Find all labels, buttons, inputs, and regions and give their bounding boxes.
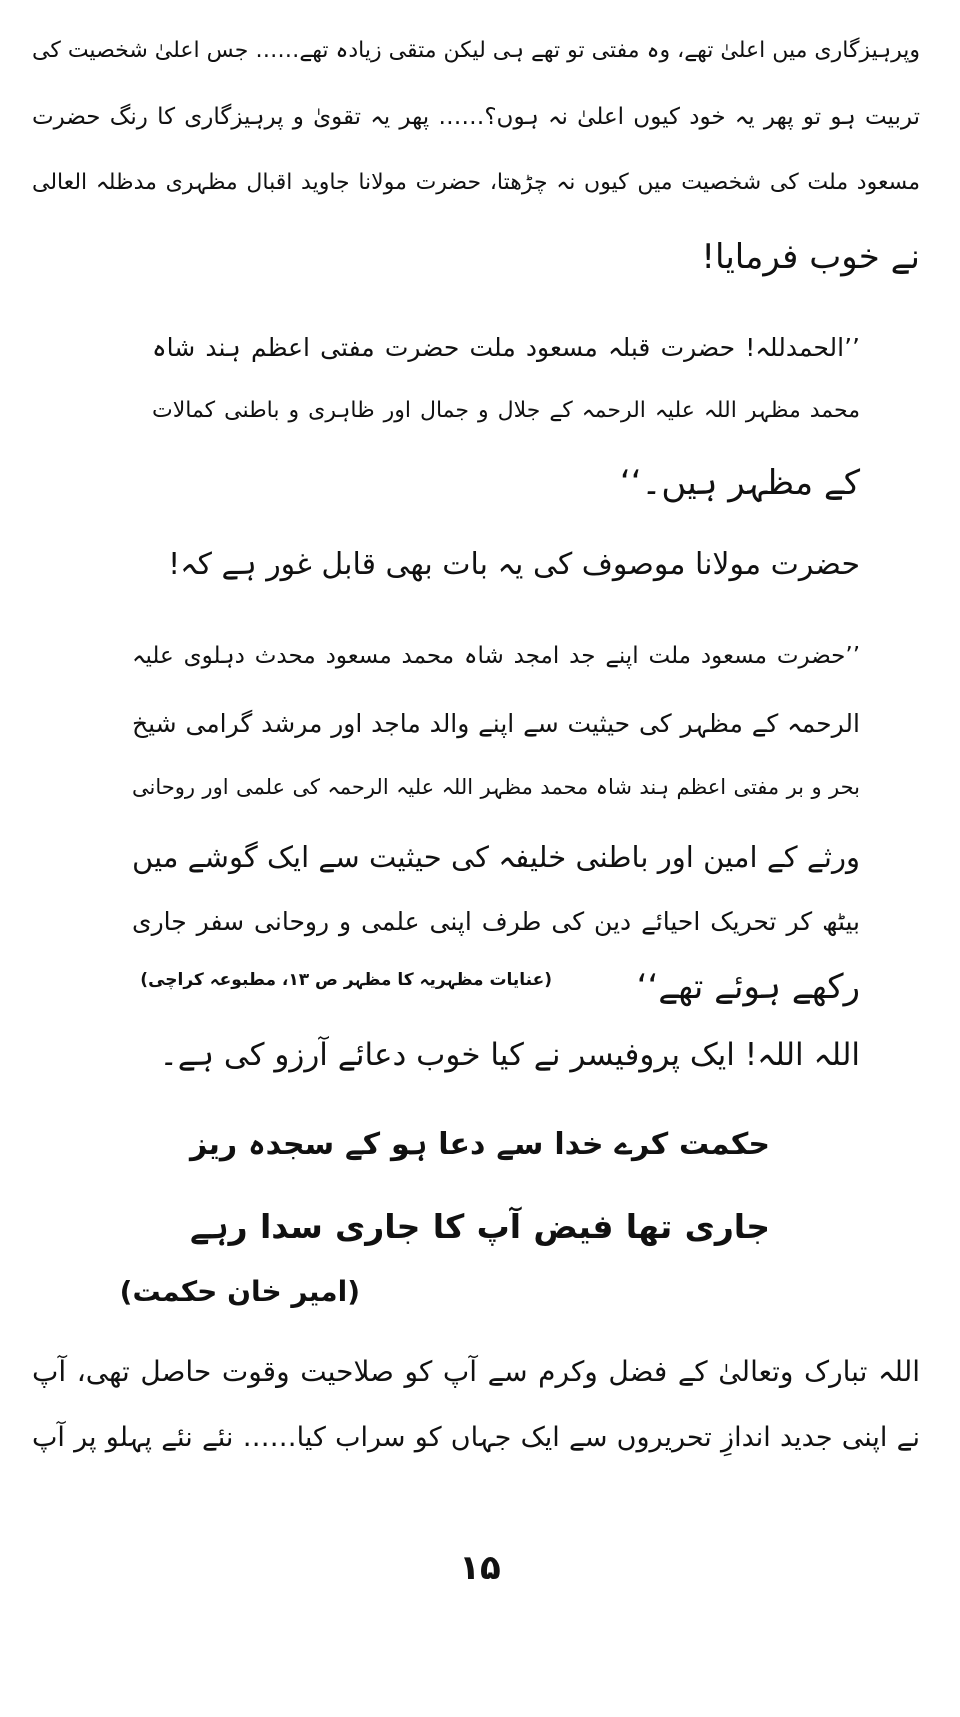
quote-line: کے مظہر ہیں۔‘‘ (619, 463, 860, 503)
quote-citation: (عنایات مظہریہ کا مظہر ص ۱۳، مطبوعہ کراچی) (140, 970, 552, 990)
page-number: ۱۵ (459, 1548, 501, 1588)
verse-line: جاری تھا فیض آپ کا جاری سدا رہے (190, 1207, 770, 1246)
quote-line: رکھے ہوئے تھے‘‘ (636, 967, 860, 1007)
quote-line: بیٹھ کر تحریک احیائے دین کی طرف اپنی علمی و روحانی سفر جاری (132, 907, 860, 936)
intro-line: حضرت مولانا موصوف کی یہ بات بھی قابل غور ہے کہ! (168, 547, 860, 582)
paragraph-line: اللہ تبارک وتعالیٰ کے فضل وکرم سے آپ کو صلاحیت وقوت حاصل تھی، آپ (32, 1355, 920, 1388)
quote-line: محمد مظہر اللہ علیہ الرحمہ کے جلال و جمال اور ظاہری و باطنی کمالات (152, 398, 860, 423)
quote-line: ورثے کے امین اور باطنی خلیفہ کی حیثیت سے ایک گوشے میں (132, 840, 860, 874)
quote-line: الرحمہ کے مظہر کی حیثیت سے اپنے والد ماجد اور مرشد گرامی شیخ (132, 709, 860, 738)
paragraph-line: وپرہیزگاری میں اعلیٰ تھے، وہ مفتی تو تھے ہی لیکن متقی زیادہ تھے…… جس اعلیٰ شخصیت کی (32, 38, 920, 63)
quote-line: ’’الحمدللہ! حضرت قبلہ مسعود ملت حضرت مفتی اعظم ہند شاہ (152, 333, 860, 362)
paragraph-line: مسعود ملت کی شخصیت میں کیوں نہ چڑھتا، حضرت مولانا جاوید اقبال مظہری مدظلہ العالی (32, 170, 920, 195)
verse-citation: (امیر خان حکمت) (119, 1275, 360, 1308)
quote-line: بحر و بر مفتی اعظم ہند شاہ محمد مظہر اللہ علیہ الرحمہ کی علمی اور روحانی (132, 775, 860, 799)
quote-line: ’’حضرت مسعود ملت اپنے جد امجد شاہ محمد مسعود محدث دہلوی علیہ (132, 643, 860, 669)
paragraph-line: نے خوب فرمایا! (701, 237, 920, 277)
paragraph-line: نے اپنی جدید اندازِ تحریروں سے ایک جہاں کو سراب کیا…… نئے نئے پہلو پر آپ (32, 1422, 920, 1453)
intro-line: اللہ اللہ! ایک پروفیسر نے کیا خوب دعائے آرزو کی ہے۔ (159, 1037, 860, 1073)
paragraph-line: تربیت ہو تو پھر یہ خود کیوں اعلیٰ نہ ہوں؟…… پھر یہ تقویٰ و پرہیزگاری کا رنگ حضرت (32, 104, 920, 130)
verse-line: حکمت کرے خدا سے دعا ہو کے سجدہ ریز (190, 1127, 770, 1162)
